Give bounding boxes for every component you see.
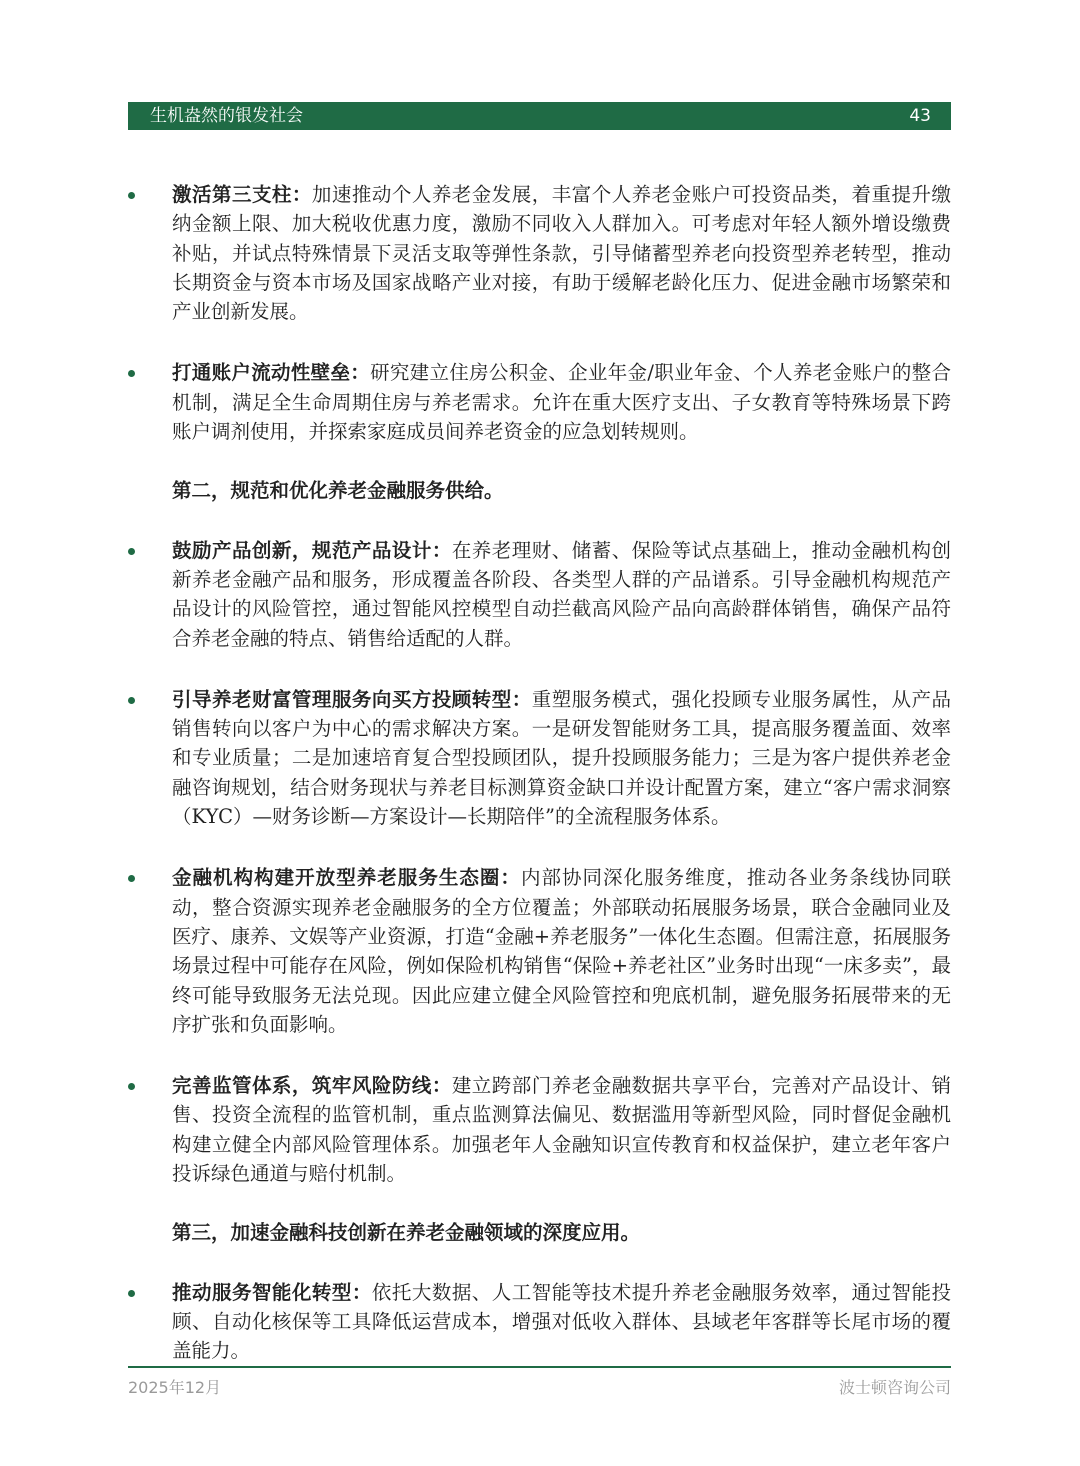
bullet-dot-icon	[128, 192, 135, 199]
bullet-text: 建立跨部门养老金融数据共享平台，完善对产品设计、销售、投资全流程的监管机制，重点监测算法偏见、数据滥用等新型风险，同时督促金融机构建立健全内部风险管理体系。加强老年人金融知识宣传教育和权益保护，建立老年客户投诉绿色通道与赔付机制。	[172, 1074, 951, 1186]
page-number: 43	[909, 106, 931, 126]
bullet-dot-icon	[128, 548, 135, 555]
footer-divider	[128, 1366, 951, 1368]
bullet-item	[128, 863, 951, 1039]
bullet-dot-icon	[128, 1290, 135, 1297]
bullet-item	[128, 685, 951, 831]
page-content	[128, 180, 951, 1366]
bullet-dot-icon	[128, 370, 135, 377]
bullet-lead: 打通账户流动性壁垒：	[172, 361, 371, 385]
bullet-dot-icon	[128, 875, 135, 882]
bullet-text: 内部协同深化服务维度，推动各业务条线协同联动，整合资源实现养老金融服务的全方位覆盖；外部联动拓展服务场景，联合金融同业及医疗、康养、文娱等产业资源，打造“金融+养老服务”一体化生态圈。但需注意，拓展服务场景过程中可能存在风险，例如保险机构销售“保险+养老社区”业务时出现“一床多卖”，最终可能导致服务无法兑现。因此应建立健全风险管控和兜底机制，避免服务拓展带来的无序扩张和负面影响。	[172, 866, 951, 1036]
bullet-lead: 引导养老财富管理服务向买方投顾转型：	[172, 687, 532, 711]
bullet-text: 在养老理财、储蓄、保险等试点基础上，推动金融机构创新养老金融产品和服务，形成覆盖各阶段、各类型人群的产品谱系。引导金融机构规范产品设计的风险管控，通过智能风控模型自动拦截高风险产品向高龄群体销售，确保产品符合养老金融的特点、销售给适配的人群。	[172, 538, 951, 650]
bullet-lead: 激活第三支柱：	[172, 183, 312, 206]
footer-date: 2025年12月	[128, 1378, 222, 1397]
bullet-item	[128, 358, 951, 446]
page-header-bar	[128, 102, 951, 130]
bullet-text: 依托大数据、人工智能等技术提升养老金融服务效率，通过智能投顾、自动化核保等工具降低运营成本，增强对低收入群体、县域老年客群等长尾市场的覆盖能力。	[172, 1280, 951, 1363]
bullet-item	[128, 180, 951, 326]
section-heading: 第二，规范和优化养老金融服务供给。	[172, 479, 504, 503]
bullet-dot-icon	[128, 697, 135, 704]
bullet-item	[128, 1071, 951, 1188]
bullet-text: 研究建立住房公积金、企业年金/职业年金、个人养老金账户的整合机制，满足全生命周期住房与养老需求。允许在重大医疗支出、子女教育等特殊场景下跨账户调剂使用，并探索家庭成员间养老资金的应急划转规则。	[172, 361, 951, 444]
footer-company: 波士顿咨询公司	[838, 1378, 951, 1397]
bullet-lead: 金融机构构建开放型养老服务生态圈：	[172, 866, 521, 890]
bullet-dot-icon	[128, 1083, 135, 1090]
header-title: 生机盎然的银发社会	[150, 106, 303, 126]
bullet-lead: 完善监管体系，筑牢风险防线：	[172, 1074, 452, 1098]
section-heading: 第三，加速金融科技创新在养老金融领域的深度应用。	[172, 1221, 641, 1245]
bullet-lead: 鼓励产品创新，规范产品设计：	[172, 538, 452, 562]
bullet-text: 重塑服务模式，强化投顾专业服务属性，从产品销售转向以客户为中心的需求解决方案。一是研发智能财务工具，提高服务覆盖面、效率和专业质量；二是加速培育复合型投顾团队，提升投顾服务能力；三是为客户提供养老金融咨询规划，结合财务现状与养老目标测算资金缺口并设计配置方案，建立“客户需求洞察（KYC）—财务诊断—方案设计—长期陪伴”的全流程服务体系。	[172, 687, 951, 829]
bullet-text: 加速推动个人养老金发展，丰富个人养老金账户可投资品类，着重提升缴纳金额上限、加大税收优惠力度，激励不同收入人群加入。可考虑对年轻人额外增设缴费补贴，并试点特殊情景下灵活支取等弹性条款，引导储蓄型养老向投资型养老转型，推动长期资金与资本市场及国家战略产业对接，有助于缓解老龄化压力、促进金融市场繁荣和产业创新发展。	[172, 183, 951, 324]
bullet-item	[128, 536, 951, 653]
bullet-lead: 推动服务智能化转型：	[172, 1280, 372, 1304]
bullet-item	[128, 1278, 951, 1366]
